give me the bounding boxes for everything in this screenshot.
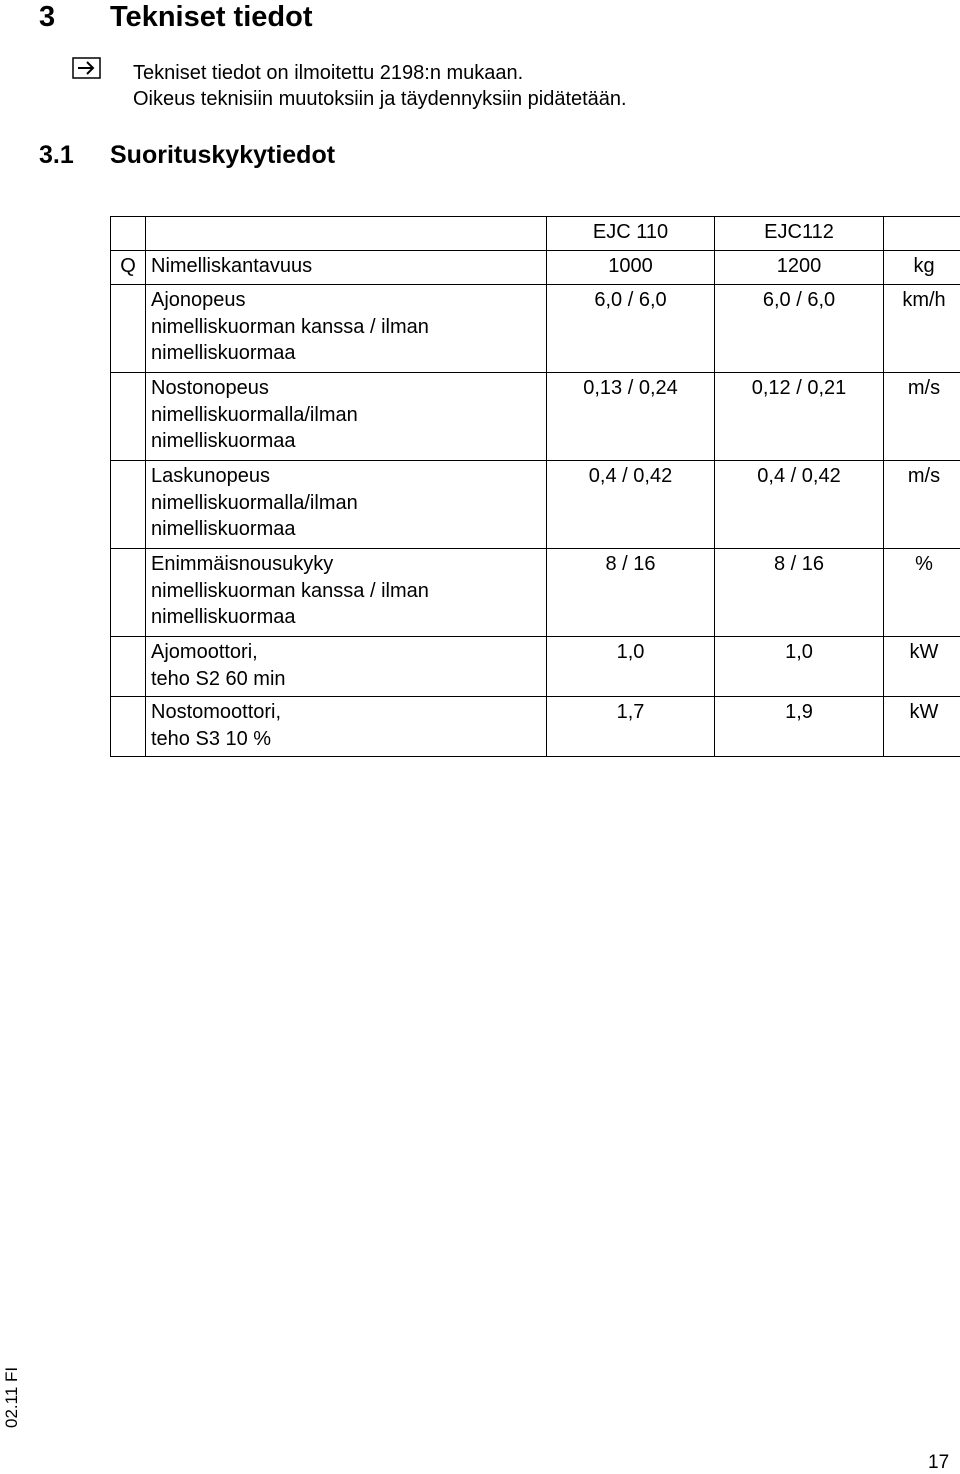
row-value-ejc112: 0,4 / 0,42 [715,461,884,549]
row-unit: kg [884,251,960,285]
row-symbol [111,637,146,697]
arrow-right-icon [72,57,101,79]
desc-line: nimelliskuormaa [151,342,296,364]
row-symbol: Q [111,251,146,285]
row-unit: kW [884,697,960,757]
row-description [146,251,547,285]
row-value-ejc110: 1,0 [547,637,715,697]
desc-line: Nostonopeus [151,377,269,399]
row-unit: kW [884,637,960,697]
table-row [111,285,960,373]
desc-line: nimelliskuormaa [151,518,296,540]
row-value-ejc110: 0,13 / 0,24 [547,373,715,461]
desc-line: teho S2 60 min [151,667,286,690]
desc-line: nimelliskuormalla/ilman [151,491,358,514]
table-row [111,373,960,461]
row-description [146,549,547,637]
row-value-ejc112: 8 / 16 [715,549,884,637]
desc-line: Enimmäisnousukyky [151,553,334,575]
header-cell-desc [146,217,547,251]
page-number: 17 [928,1452,950,1473]
row-description [146,637,547,697]
edition-label: 02.11 FI [2,1366,21,1428]
table-row [111,251,960,285]
table-header-row [111,217,960,251]
row-symbol [111,461,146,549]
note-line-2: Oikeus teknisiin muutoksiin ja täydennyksiin pidätetään. [133,88,627,110]
desc-line: Ajomoottori, [151,641,258,663]
row-unit: % [884,549,960,637]
section-title: Suorituskykytiedot [110,141,336,169]
row-value-ejc110: 0,4 / 0,42 [547,461,715,549]
row-value-ejc110: 1,7 [547,697,715,757]
row-value-ejc110: 6,0 / 6,0 [547,285,715,373]
table-row [111,697,960,757]
desc-line: Nimelliskantavuus [151,255,313,277]
row-value-ejc112: 1,0 [715,637,884,697]
row-unit: km/h [884,285,960,373]
header-cell-ejc112: EJC112 [715,217,884,251]
table-row [111,461,960,549]
desc-line: nimelliskuormalla/ilman [151,403,358,426]
row-symbol [111,373,146,461]
row-value-ejc112: 6,0 / 6,0 [715,285,884,373]
row-symbol [111,697,146,757]
heading-number: 3 [39,1,56,33]
desc-line: nimelliskuorman kanssa / ilman [151,315,429,338]
row-unit: m/s [884,373,960,461]
row-description [146,697,547,757]
row-value-ejc112: 0,12 / 0,21 [715,373,884,461]
page-title: Tekniset tiedot [110,1,313,33]
desc-line: nimelliskuorman kanssa / ilman [151,579,429,602]
desc-line: Nostomoottori, [151,701,282,723]
row-unit: m/s [884,461,960,549]
header-cell-unit [884,217,960,251]
note-line-1: Tekniset tiedot on ilmoitettu 2198:n mukaan. [133,62,524,84]
table-row [111,637,960,697]
row-value-ejc110: 8 / 16 [547,549,715,637]
desc-line: Laskunopeus [151,465,270,487]
desc-line: teho S3 10 % [151,727,272,750]
row-value-ejc112: 1,9 [715,697,884,757]
row-symbol [111,549,146,637]
row-value-ejc112: 1200 [715,251,884,285]
row-symbol [111,285,146,373]
performance-table [110,216,960,757]
row-value-ejc110: 1000 [547,251,715,285]
row-description [146,285,547,373]
desc-line: nimelliskuormaa [151,430,296,452]
desc-line: Ajonopeus [151,289,246,311]
subheading-number: 3.1 [39,141,74,169]
table-row [111,549,960,637]
row-description [146,461,547,549]
header-cell-ejc110: EJC 110 [547,217,715,251]
header-cell-symbol [111,217,146,251]
row-description [146,373,547,461]
desc-line: nimelliskuormaa [151,606,296,628]
